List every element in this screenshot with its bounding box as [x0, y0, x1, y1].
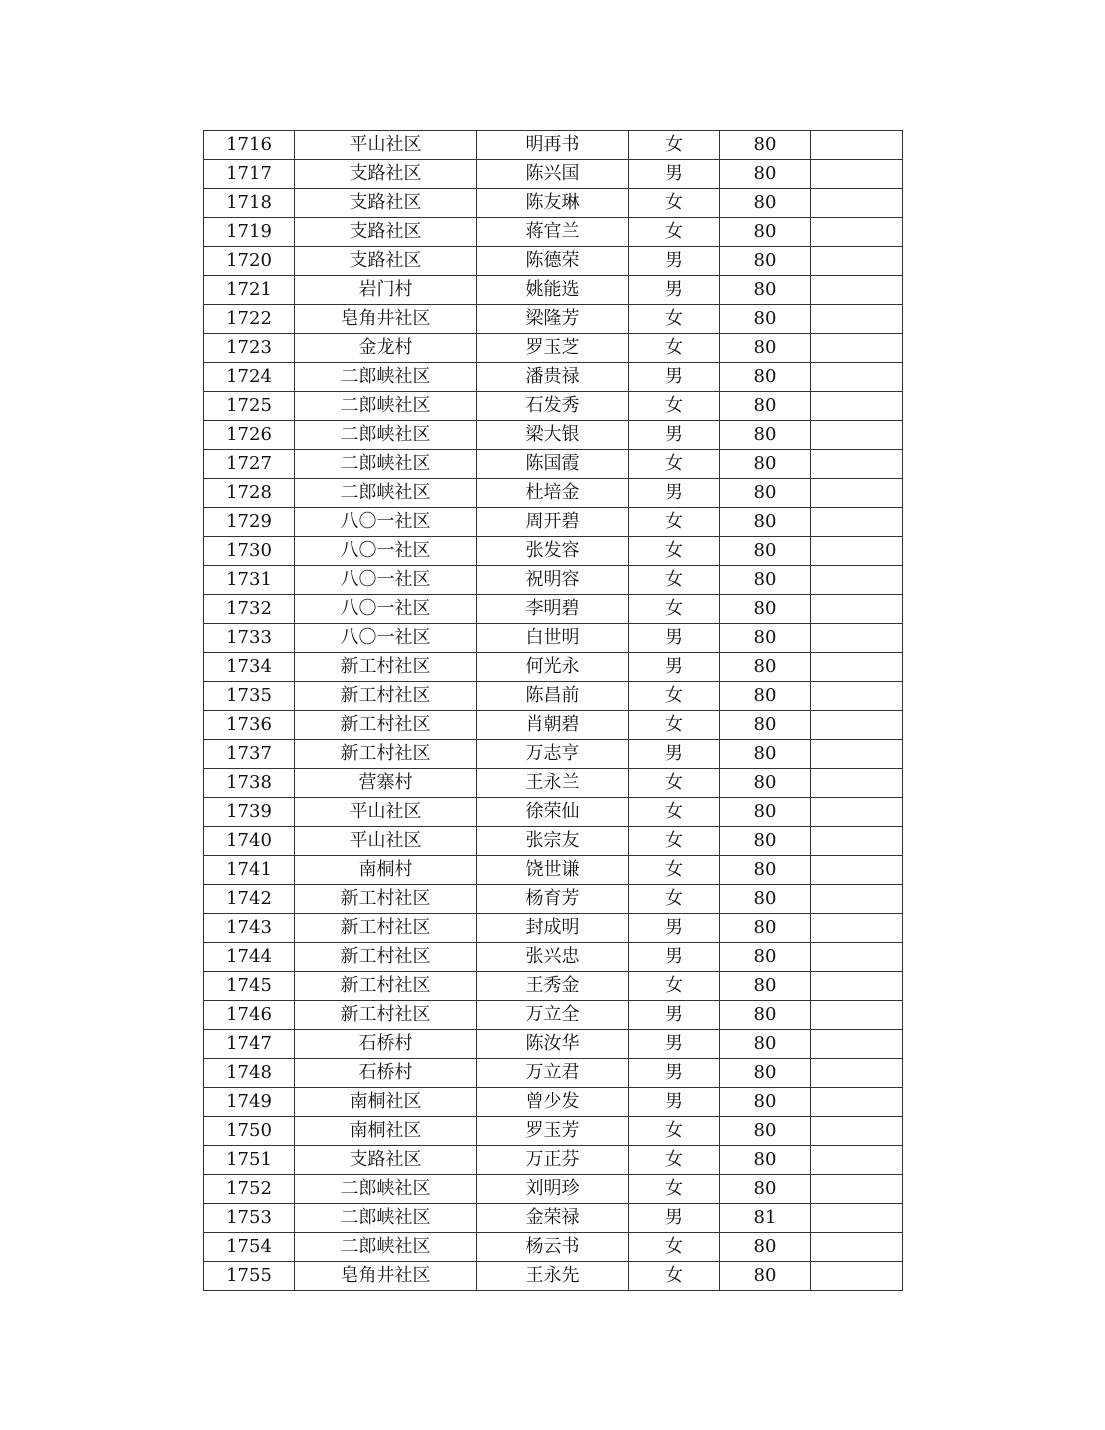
note-cell	[811, 711, 903, 740]
sex-cell: 女	[629, 769, 720, 798]
name-cell: 陈国霞	[477, 450, 629, 479]
community-cell: 平山社区	[295, 798, 477, 827]
sex-cell: 女	[629, 827, 720, 856]
sex-cell: 男	[629, 653, 720, 682]
age-cell: 80	[720, 160, 811, 189]
table-row	[204, 1001, 903, 1030]
table-row	[204, 769, 903, 798]
age-cell: 80	[720, 508, 811, 537]
row-number: 1752	[204, 1175, 295, 1204]
community-cell: 支路社区	[295, 1146, 477, 1175]
note-cell	[811, 914, 903, 943]
sex-cell: 女	[629, 682, 720, 711]
row-number: 1742	[204, 885, 295, 914]
name-cell: 陈昌前	[477, 682, 629, 711]
row-number: 1726	[204, 421, 295, 450]
sex-cell: 女	[629, 1175, 720, 1204]
age-cell: 80	[720, 1059, 811, 1088]
age-cell: 80	[720, 479, 811, 508]
name-cell: 金荣禄	[477, 1204, 629, 1233]
community-cell: 营寨村	[295, 769, 477, 798]
sex-cell: 男	[629, 421, 720, 450]
sex-cell: 女	[629, 392, 720, 421]
table-row	[204, 1117, 903, 1146]
sex-cell: 女	[629, 131, 720, 160]
row-number: 1717	[204, 160, 295, 189]
table-row	[204, 914, 903, 943]
note-cell	[811, 276, 903, 305]
note-cell	[811, 566, 903, 595]
note-cell	[811, 740, 903, 769]
table-row	[204, 131, 903, 160]
row-number: 1755	[204, 1262, 295, 1291]
note-cell	[811, 421, 903, 450]
sex-cell: 男	[629, 479, 720, 508]
age-cell: 80	[720, 218, 811, 247]
age-cell: 80	[720, 914, 811, 943]
table-row	[204, 1262, 903, 1291]
note-cell	[811, 479, 903, 508]
note-cell	[811, 624, 903, 653]
name-cell: 梁隆芳	[477, 305, 629, 334]
community-cell: 八〇一社区	[295, 595, 477, 624]
name-cell: 明再书	[477, 131, 629, 160]
community-cell: 石桥村	[295, 1059, 477, 1088]
note-cell	[811, 1117, 903, 1146]
age-cell: 80	[720, 1146, 811, 1175]
community-cell: 新工村社区	[295, 885, 477, 914]
name-cell: 白世明	[477, 624, 629, 653]
sex-cell: 男	[629, 1088, 720, 1117]
table-row	[204, 856, 903, 885]
age-cell: 80	[720, 421, 811, 450]
community-cell: 新工村社区	[295, 682, 477, 711]
name-cell: 罗玉芳	[477, 1117, 629, 1146]
row-number: 1740	[204, 827, 295, 856]
age-cell: 80	[720, 276, 811, 305]
note-cell	[811, 798, 903, 827]
community-cell: 二郎峡社区	[295, 1204, 477, 1233]
note-cell	[811, 160, 903, 189]
sex-cell: 男	[629, 1059, 720, 1088]
name-cell: 周开碧	[477, 508, 629, 537]
age-cell: 80	[720, 595, 811, 624]
community-cell: 二郎峡社区	[295, 450, 477, 479]
community-cell: 皂角井社区	[295, 305, 477, 334]
sex-cell: 男	[629, 943, 720, 972]
row-number: 1729	[204, 508, 295, 537]
name-cell: 杨云书	[477, 1233, 629, 1262]
name-cell: 杨育芳	[477, 885, 629, 914]
table-row	[204, 1175, 903, 1204]
age-cell: 80	[720, 247, 811, 276]
table-row	[204, 334, 903, 363]
community-cell: 南桐社区	[295, 1088, 477, 1117]
note-cell	[811, 218, 903, 247]
table-row	[204, 624, 903, 653]
sex-cell: 女	[629, 334, 720, 363]
age-cell: 80	[720, 798, 811, 827]
note-cell	[811, 392, 903, 421]
row-number: 1722	[204, 305, 295, 334]
name-cell: 梁大银	[477, 421, 629, 450]
row-number: 1747	[204, 1030, 295, 1059]
table-row	[204, 276, 903, 305]
age-cell: 80	[720, 1001, 811, 1030]
sex-cell: 男	[629, 363, 720, 392]
name-cell: 蒋官兰	[477, 218, 629, 247]
name-cell: 罗玉芝	[477, 334, 629, 363]
community-cell: 二郎峡社区	[295, 392, 477, 421]
name-cell: 张发容	[477, 537, 629, 566]
name-cell: 何光永	[477, 653, 629, 682]
community-cell: 新工村社区	[295, 972, 477, 1001]
note-cell	[811, 682, 903, 711]
row-number: 1739	[204, 798, 295, 827]
note-cell	[811, 131, 903, 160]
name-cell: 潘贵禄	[477, 363, 629, 392]
table-row	[204, 885, 903, 914]
note-cell	[811, 972, 903, 1001]
table-row	[204, 566, 903, 595]
community-cell: 新工村社区	[295, 943, 477, 972]
note-cell	[811, 769, 903, 798]
sex-cell: 男	[629, 914, 720, 943]
note-cell	[811, 856, 903, 885]
row-number: 1725	[204, 392, 295, 421]
name-cell: 万志亨	[477, 740, 629, 769]
sex-cell: 女	[629, 972, 720, 1001]
name-cell: 石发秀	[477, 392, 629, 421]
age-cell: 80	[720, 1262, 811, 1291]
sex-cell: 男	[629, 247, 720, 276]
age-cell: 80	[720, 653, 811, 682]
note-cell	[811, 334, 903, 363]
name-cell: 陈友琳	[477, 189, 629, 218]
sex-cell: 男	[629, 1001, 720, 1030]
row-number: 1727	[204, 450, 295, 479]
row-number: 1748	[204, 1059, 295, 1088]
row-number: 1730	[204, 537, 295, 566]
row-number: 1737	[204, 740, 295, 769]
age-cell: 80	[720, 711, 811, 740]
table-row	[204, 363, 903, 392]
community-cell: 支路社区	[295, 247, 477, 276]
name-cell: 陈汝华	[477, 1030, 629, 1059]
note-cell	[811, 537, 903, 566]
note-cell	[811, 653, 903, 682]
sex-cell: 女	[629, 1262, 720, 1291]
name-cell: 陈兴国	[477, 160, 629, 189]
name-cell: 肖朝碧	[477, 711, 629, 740]
sex-cell: 女	[629, 856, 720, 885]
note-cell	[811, 189, 903, 218]
age-cell: 80	[720, 943, 811, 972]
note-cell	[811, 1146, 903, 1175]
name-cell: 曾少发	[477, 1088, 629, 1117]
age-cell: 80	[720, 740, 811, 769]
row-number: 1721	[204, 276, 295, 305]
name-cell: 李明碧	[477, 595, 629, 624]
name-cell: 张兴忠	[477, 943, 629, 972]
name-cell: 万立全	[477, 1001, 629, 1030]
table-row	[204, 537, 903, 566]
name-cell: 徐荣仙	[477, 798, 629, 827]
sex-cell: 女	[629, 1146, 720, 1175]
sex-cell: 男	[629, 276, 720, 305]
row-number: 1751	[204, 1146, 295, 1175]
row-number: 1733	[204, 624, 295, 653]
note-cell	[811, 1030, 903, 1059]
age-cell: 80	[720, 334, 811, 363]
table-row	[204, 160, 903, 189]
age-cell: 80	[720, 1117, 811, 1146]
table-row	[204, 595, 903, 624]
row-number: 1750	[204, 1117, 295, 1146]
row-number: 1743	[204, 914, 295, 943]
age-cell: 80	[720, 769, 811, 798]
note-cell	[811, 247, 903, 276]
table-row	[204, 827, 903, 856]
table-row	[204, 450, 903, 479]
table-row	[204, 508, 903, 537]
sex-cell: 男	[629, 160, 720, 189]
community-cell: 八〇一社区	[295, 566, 477, 595]
community-cell: 二郎峡社区	[295, 363, 477, 392]
note-cell	[811, 508, 903, 537]
table-row	[204, 682, 903, 711]
note-cell	[811, 827, 903, 856]
sex-cell: 女	[629, 508, 720, 537]
name-cell: 姚能选	[477, 276, 629, 305]
row-number: 1718	[204, 189, 295, 218]
row-number: 1724	[204, 363, 295, 392]
age-cell: 80	[720, 566, 811, 595]
sex-cell: 女	[629, 537, 720, 566]
community-cell: 岩门村	[295, 276, 477, 305]
sex-cell: 男	[629, 740, 720, 769]
note-cell	[811, 1204, 903, 1233]
row-number: 1749	[204, 1088, 295, 1117]
community-cell: 新工村社区	[295, 653, 477, 682]
table-row	[204, 1088, 903, 1117]
row-number: 1736	[204, 711, 295, 740]
sex-cell: 女	[629, 305, 720, 334]
community-cell: 金龙村	[295, 334, 477, 363]
table-row	[204, 943, 903, 972]
sex-cell: 男	[629, 624, 720, 653]
age-cell: 80	[720, 363, 811, 392]
sex-cell: 女	[629, 595, 720, 624]
table-row	[204, 1030, 903, 1059]
name-cell: 刘明珍	[477, 1175, 629, 1204]
name-cell: 万立君	[477, 1059, 629, 1088]
community-cell: 南桐社区	[295, 1117, 477, 1146]
name-cell: 王永先	[477, 1262, 629, 1291]
row-number: 1720	[204, 247, 295, 276]
community-cell: 二郎峡社区	[295, 421, 477, 450]
age-cell: 81	[720, 1204, 811, 1233]
row-number: 1741	[204, 856, 295, 885]
note-cell	[811, 450, 903, 479]
note-cell	[811, 363, 903, 392]
note-cell	[811, 943, 903, 972]
sex-cell: 女	[629, 885, 720, 914]
age-cell: 80	[720, 131, 811, 160]
row-number: 1728	[204, 479, 295, 508]
age-cell: 80	[720, 682, 811, 711]
community-cell: 二郎峡社区	[295, 479, 477, 508]
table-row	[204, 1146, 903, 1175]
community-cell: 二郎峡社区	[295, 1175, 477, 1204]
row-number: 1731	[204, 566, 295, 595]
table-row	[204, 189, 903, 218]
community-cell: 平山社区	[295, 827, 477, 856]
name-cell: 王秀金	[477, 972, 629, 1001]
table-row	[204, 247, 903, 276]
roster-table-body	[204, 131, 903, 1291]
sex-cell: 女	[629, 798, 720, 827]
age-cell: 80	[720, 827, 811, 856]
note-cell	[811, 305, 903, 334]
sex-cell: 女	[629, 189, 720, 218]
table-row	[204, 479, 903, 508]
table-row	[204, 1233, 903, 1262]
age-cell: 80	[720, 1175, 811, 1204]
roster-table	[203, 130, 903, 1291]
name-cell: 饶世谦	[477, 856, 629, 885]
community-cell: 支路社区	[295, 189, 477, 218]
note-cell	[811, 1088, 903, 1117]
row-number: 1745	[204, 972, 295, 1001]
table-row	[204, 740, 903, 769]
row-number: 1746	[204, 1001, 295, 1030]
name-cell: 王永兰	[477, 769, 629, 798]
row-number: 1754	[204, 1233, 295, 1262]
community-cell: 八〇一社区	[295, 508, 477, 537]
table-row	[204, 421, 903, 450]
note-cell	[811, 885, 903, 914]
sex-cell: 女	[629, 1233, 720, 1262]
age-cell: 80	[720, 885, 811, 914]
table-row	[204, 218, 903, 247]
age-cell: 80	[720, 1030, 811, 1059]
row-number: 1744	[204, 943, 295, 972]
sex-cell: 男	[629, 1204, 720, 1233]
note-cell	[811, 1175, 903, 1204]
age-cell: 80	[720, 624, 811, 653]
table-row	[204, 392, 903, 421]
row-number: 1716	[204, 131, 295, 160]
sex-cell: 男	[629, 1030, 720, 1059]
row-number: 1738	[204, 769, 295, 798]
note-cell	[811, 1262, 903, 1291]
community-cell: 新工村社区	[295, 914, 477, 943]
community-cell: 平山社区	[295, 131, 477, 160]
table-row	[204, 1059, 903, 1088]
age-cell: 80	[720, 972, 811, 1001]
community-cell: 支路社区	[295, 160, 477, 189]
name-cell: 万正芬	[477, 1146, 629, 1175]
row-number: 1753	[204, 1204, 295, 1233]
age-cell: 80	[720, 392, 811, 421]
note-cell	[811, 595, 903, 624]
table-row	[204, 653, 903, 682]
row-number: 1719	[204, 218, 295, 247]
community-cell: 南桐村	[295, 856, 477, 885]
sex-cell: 女	[629, 450, 720, 479]
row-number: 1723	[204, 334, 295, 363]
name-cell: 杜培金	[477, 479, 629, 508]
sex-cell: 女	[629, 1117, 720, 1146]
name-cell: 祝明容	[477, 566, 629, 595]
note-cell	[811, 1001, 903, 1030]
sex-cell: 女	[629, 711, 720, 740]
name-cell: 陈德荣	[477, 247, 629, 276]
note-cell	[811, 1059, 903, 1088]
age-cell: 80	[720, 856, 811, 885]
table-row	[204, 798, 903, 827]
note-cell	[811, 1233, 903, 1262]
community-cell: 八〇一社区	[295, 537, 477, 566]
age-cell: 80	[720, 450, 811, 479]
community-cell: 新工村社区	[295, 711, 477, 740]
community-cell: 新工村社区	[295, 1001, 477, 1030]
age-cell: 80	[720, 189, 811, 218]
table-row	[204, 711, 903, 740]
age-cell: 80	[720, 537, 811, 566]
table-row	[204, 1204, 903, 1233]
community-cell: 支路社区	[295, 218, 477, 247]
table-row	[204, 972, 903, 1001]
community-cell: 二郎峡社区	[295, 1233, 477, 1262]
community-cell: 八〇一社区	[295, 624, 477, 653]
row-number: 1734	[204, 653, 295, 682]
sex-cell: 女	[629, 566, 720, 595]
community-cell: 皂角井社区	[295, 1262, 477, 1291]
community-cell: 石桥村	[295, 1030, 477, 1059]
sex-cell: 女	[629, 218, 720, 247]
table-row	[204, 305, 903, 334]
age-cell: 80	[720, 305, 811, 334]
name-cell: 封成明	[477, 914, 629, 943]
age-cell: 80	[720, 1088, 811, 1117]
community-cell: 新工村社区	[295, 740, 477, 769]
age-cell: 80	[720, 1233, 811, 1262]
name-cell: 张宗友	[477, 827, 629, 856]
row-number: 1732	[204, 595, 295, 624]
row-number: 1735	[204, 682, 295, 711]
